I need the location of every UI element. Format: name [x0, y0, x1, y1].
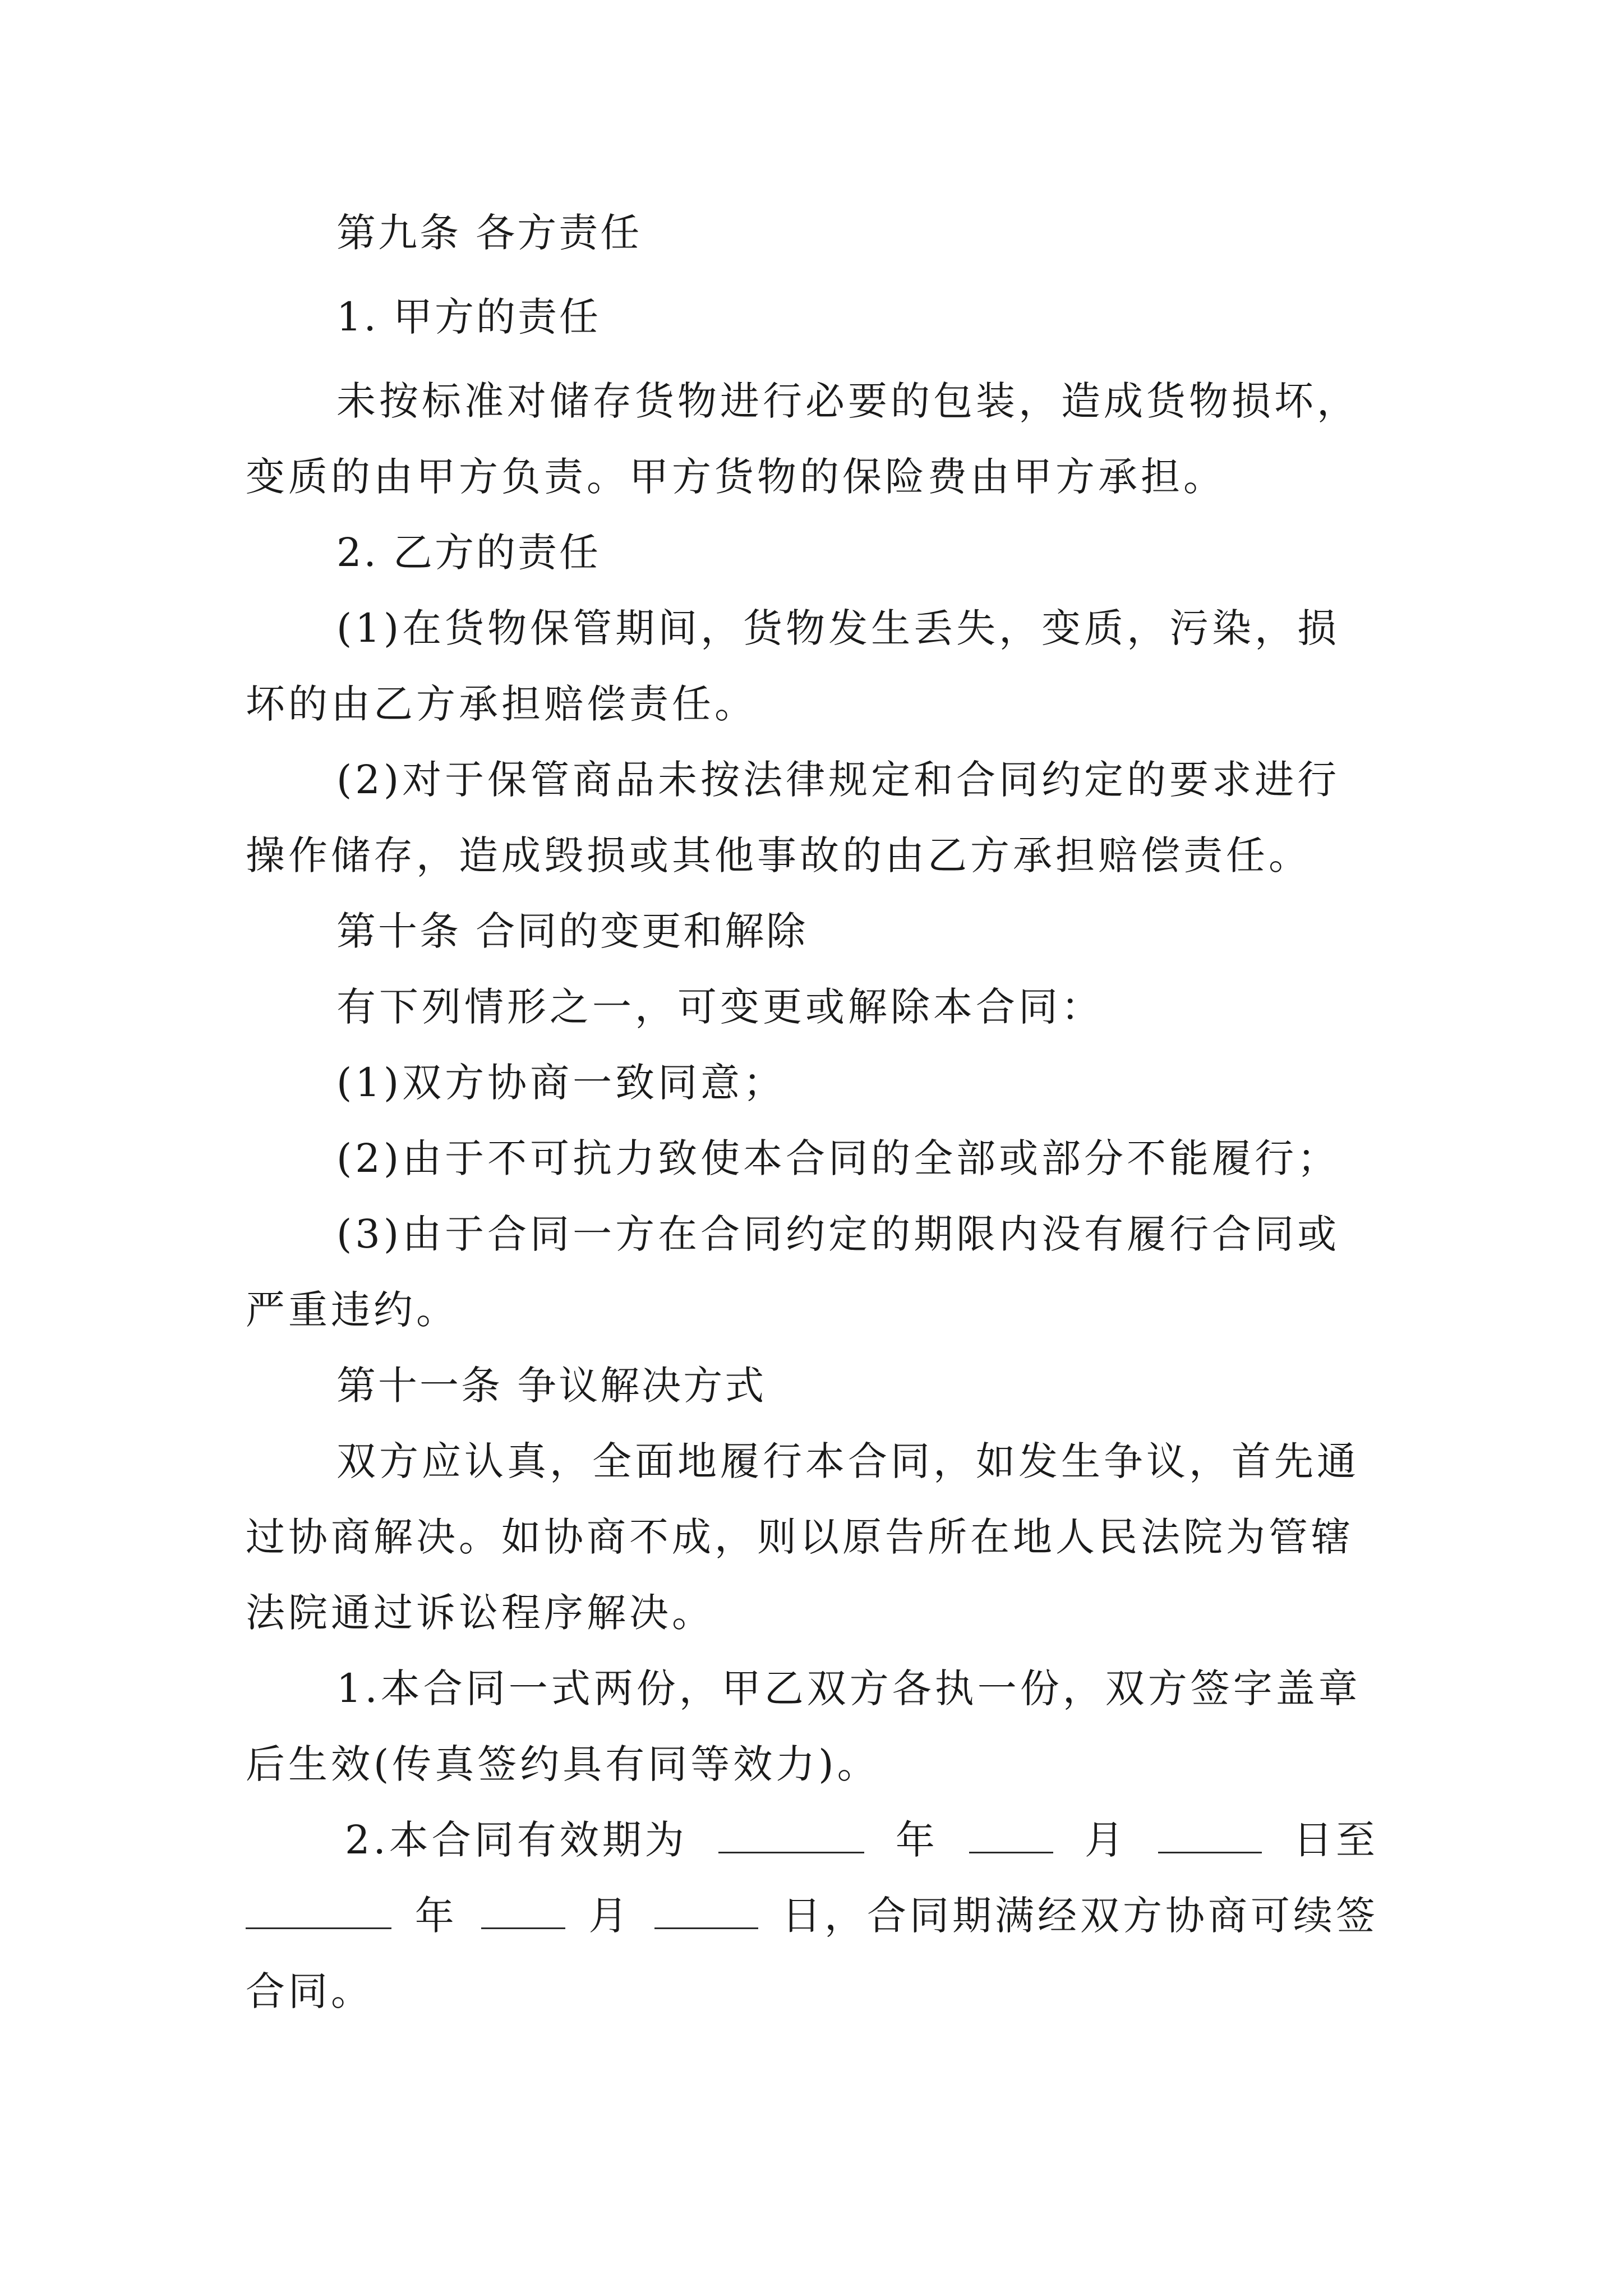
party-b-item-2-line-2: 操作储存，造成毁损或其他事故的由乙方承担赔偿责任。 — [246, 832, 1311, 878]
article-11-text-line-3: 法院通过诉讼程序解决。 — [246, 1590, 714, 1636]
article-11-text-line-2: 过协商解决。如协商不成，则以原告所在地人民法院为管辖 — [246, 1514, 1354, 1560]
article-10-item-1: (1)双方协商一致同意； — [336, 1060, 786, 1106]
end-month-label: 月 — [588, 1893, 631, 1939]
start-year-label: 年 — [895, 1817, 938, 1863]
party-a-responsibility-text-line-2: 变质的由甲方负责。甲方货物的保险费由甲方承担。 — [246, 454, 1226, 500]
party-b-responsibility-heading: 2. 乙方的责任 — [336, 530, 601, 576]
article-10-item-2: (2)由于不可抗力致使本合同的全部或部分不能履行； — [336, 1135, 1340, 1181]
start-month-label: 月 — [1084, 1817, 1127, 1863]
party-a-responsibility-heading: 1. 甲方的责任 — [336, 294, 601, 340]
article-11-title: 第十一条 争议解决方式 — [336, 1363, 767, 1409]
validity-prefix: 2.本合同有效期为 — [345, 1817, 688, 1863]
party-b-item-2-line-1: (2)对于保管商品未按法律规定和合同约定的要求进行 — [336, 757, 1340, 803]
article-10-item-3-line-2: 严重违约。 — [246, 1287, 459, 1333]
end-day-suffix: 日，合同期满经双方协商可续签 — [781, 1893, 1378, 1939]
party-a-responsibility-text-line-1: 未按标准对储存货物进行必要的包装，造成货物损坏， — [336, 378, 1359, 424]
final-clause-2-line-3: 合同。 — [246, 1968, 374, 2014]
final-clause-2-line-1 — [345, 1812, 1378, 1868]
final-clause-1-line-1: 1.本合同一式两份，甲乙双方各执一份，双方签字盖章 — [336, 1665, 1361, 1711]
article-10-intro: 有下列情形之一，可变更或解除本合同： — [336, 984, 1104, 1030]
end-month-blank[interactable] — [481, 1895, 565, 1929]
article-10-item-3-line-1: (3)由于合同一方在合同约定的期限内没有履行合同或 — [336, 1211, 1340, 1257]
final-clause-2-line-2 — [246, 1888, 1378, 1944]
final-clause-1-line-2: 后生效(传真签约具有同等效力)。 — [246, 1741, 880, 1787]
article-10-title: 第十条 合同的变更和解除 — [336, 908, 808, 954]
start-day-blank[interactable] — [1158, 1819, 1262, 1853]
end-year-blank[interactable] — [246, 1895, 391, 1929]
party-b-item-1-line-2: 坏的由乙方承担赔偿责任。 — [246, 681, 757, 727]
start-day-to-label: 日至 — [1293, 1817, 1378, 1863]
article-9-title: 第九条 各方责任 — [336, 210, 642, 256]
end-year-label: 年 — [414, 1893, 458, 1939]
start-year-blank[interactable] — [718, 1819, 864, 1853]
start-month-blank[interactable] — [969, 1819, 1053, 1853]
article-11-text-line-1: 双方应认真，全面地履行本合同，如发生争议，首先通 — [336, 1438, 1359, 1484]
end-day-blank[interactable] — [654, 1895, 758, 1929]
party-b-item-1-line-1: (1)在货物保管期间，货物发生丢失，变质，污染，损 — [336, 605, 1340, 651]
